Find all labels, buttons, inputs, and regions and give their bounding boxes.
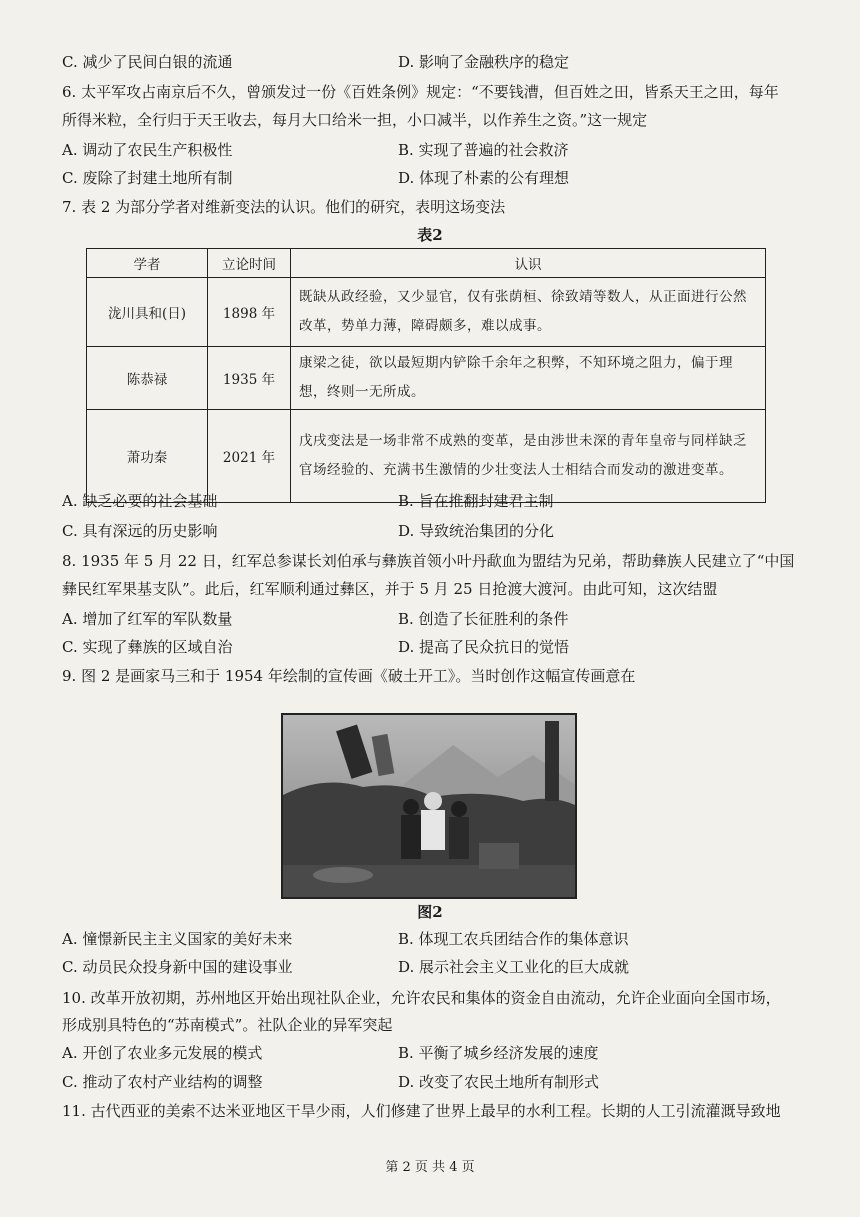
cell-view: 康梁之徒，欲以最短期内铲除千余年之积弊，不知环境之阻力，偏于理想，终则一无所成。 bbox=[291, 347, 766, 410]
cell-scholar: 泷川具和(日) bbox=[87, 278, 208, 347]
q8-option-a[interactable]: A. 增加了红军的军队数量 bbox=[62, 610, 233, 628]
propaganda-painting-image bbox=[281, 713, 577, 899]
q9-stem: 9. 图 2 是画家马三和于 1954 年绘制的宣传画《破土开工》。当时创作这幅宣传画意在 bbox=[62, 667, 636, 685]
q6-stem-line1: 6. 太平军攻占南京后不久，曾颁发过一份《百姓条例》规定：“不要钱漕，但百姓之田，皆系天王之田，每年 bbox=[62, 83, 779, 101]
q10-option-a[interactable]: A. 开创了农业多元发展的模式 bbox=[62, 1044, 263, 1062]
q10-stem-line1: 10. 改革开放初期，苏州地区开始出现社队企业，允许农民和集体的资金自由流动，允许企业面向全国市场， bbox=[62, 989, 781, 1007]
table-header-row bbox=[87, 249, 766, 278]
q7-option-c[interactable]: C. 具有深远的历史影响 bbox=[62, 522, 218, 540]
cell-view: 既缺从政经验，又少显官，仅有张荫桓、徐致靖等数人，从正面进行公然改革，势单力薄，障碍颇多，难以成事。 bbox=[291, 278, 766, 347]
figure-caption: 图2 bbox=[417, 903, 443, 921]
q10-option-b[interactable]: B. 平衡了城乡经济发展的速度 bbox=[398, 1044, 599, 1062]
q6-option-b[interactable]: B. 实现了普遍的社会救济 bbox=[398, 141, 569, 159]
q7-option-d[interactable]: D. 导致统治集团的分化 bbox=[398, 522, 555, 540]
q6-option-d[interactable]: D. 体现了朴素的公有理想 bbox=[398, 169, 570, 187]
scholar-table bbox=[86, 248, 766, 503]
q9-option-d[interactable]: D. 展示社会主义工业化的巨大成就 bbox=[398, 958, 630, 976]
q5-option-c[interactable]: C. 减少了民间白银的流通 bbox=[62, 53, 233, 71]
q10-option-c[interactable]: C. 推动了农村产业结构的调整 bbox=[62, 1073, 263, 1091]
header-scholar: 学者 bbox=[87, 249, 208, 278]
cell-year: 1898 年 bbox=[208, 278, 291, 347]
header-year: 立论时间 bbox=[208, 249, 291, 278]
cell-year: 1935 年 bbox=[208, 347, 291, 410]
q10-stem-line2: 形成别具特色的“苏南模式”。社队企业的异军突起 bbox=[62, 1016, 393, 1034]
cell-view: 戊戌变法是一场非常不成熟的变革，是由涉世未深的青年皇帝与同样缺乏官场经验的、充满书生激情的少壮变法人士相结合而发动的激进变革。 bbox=[291, 410, 766, 503]
q7-option-b[interactable]: B. 旨在推翻封建君主制 bbox=[398, 492, 554, 510]
q8-option-c[interactable]: C. 实现了彝族的区域自治 bbox=[62, 638, 233, 656]
q6-option-c[interactable]: C. 废除了封建土地所有制 bbox=[62, 169, 233, 187]
q5-option-d[interactable]: D. 影响了金融秩序的稳定 bbox=[398, 53, 570, 71]
q8-option-d[interactable]: D. 提高了民众抗日的觉悟 bbox=[398, 638, 570, 656]
header-view: 认识 bbox=[291, 249, 766, 278]
q10-option-d[interactable]: D. 改变了农民土地所有制形式 bbox=[398, 1073, 600, 1091]
cell-scholar: 萧功秦 bbox=[87, 410, 208, 503]
q7-option-a[interactable]: A. 缺乏必要的社会基础 bbox=[62, 492, 218, 510]
q8-option-b[interactable]: B. 创造了长征胜利的条件 bbox=[398, 610, 569, 628]
q7-stem: 7. 表 2 为部分学者对维新变法的认识。他们的研究，表明这场变法 bbox=[62, 198, 506, 216]
table-caption: 表2 bbox=[417, 226, 443, 244]
q9-option-a[interactable]: A. 憧憬新民主主义国家的美好未来 bbox=[62, 930, 293, 948]
page-number-footer: 第 2 页 共 4 页 bbox=[385, 1160, 475, 1175]
q8-stem-line2: 彝民红军果基支队”。此后，红军顺利通过彝区，并于 5 月 25 日抢渡大渡河。由此可知，这次结盟 bbox=[62, 580, 718, 598]
q6-stem-line2: 所得米粒，全行归于天王收去，每月大口给米一担，小口减半，以作养生之资。”这一规定 bbox=[62, 111, 648, 129]
q9-option-c[interactable]: C. 动员民众投身新中国的建设事业 bbox=[62, 958, 293, 976]
table-row bbox=[87, 278, 766, 347]
q6-option-a[interactable]: A. 调动了农民生产积极性 bbox=[62, 141, 233, 159]
q8-stem-line1: 8. 1935 年 5 月 22 日，红军总参谋长刘伯承与彝族首领小叶丹歃血为盟结为兄弟，帮助彝族人民建立了“中国 bbox=[62, 552, 795, 570]
q9-option-b[interactable]: B. 体现工农兵团结合作的集体意识 bbox=[398, 930, 629, 948]
painting-illustration bbox=[283, 715, 575, 897]
q11-stem-line1: 11. 古代西亚的美索不达米亚地区干旱少雨，人们修建了世界上最早的水利工程。长期的人工引流灌溉导致地 bbox=[62, 1102, 781, 1120]
cell-year: 2021 年 bbox=[208, 410, 291, 503]
table-row bbox=[87, 347, 766, 410]
cell-scholar: 陈恭禄 bbox=[87, 347, 208, 410]
table-row bbox=[87, 410, 766, 503]
